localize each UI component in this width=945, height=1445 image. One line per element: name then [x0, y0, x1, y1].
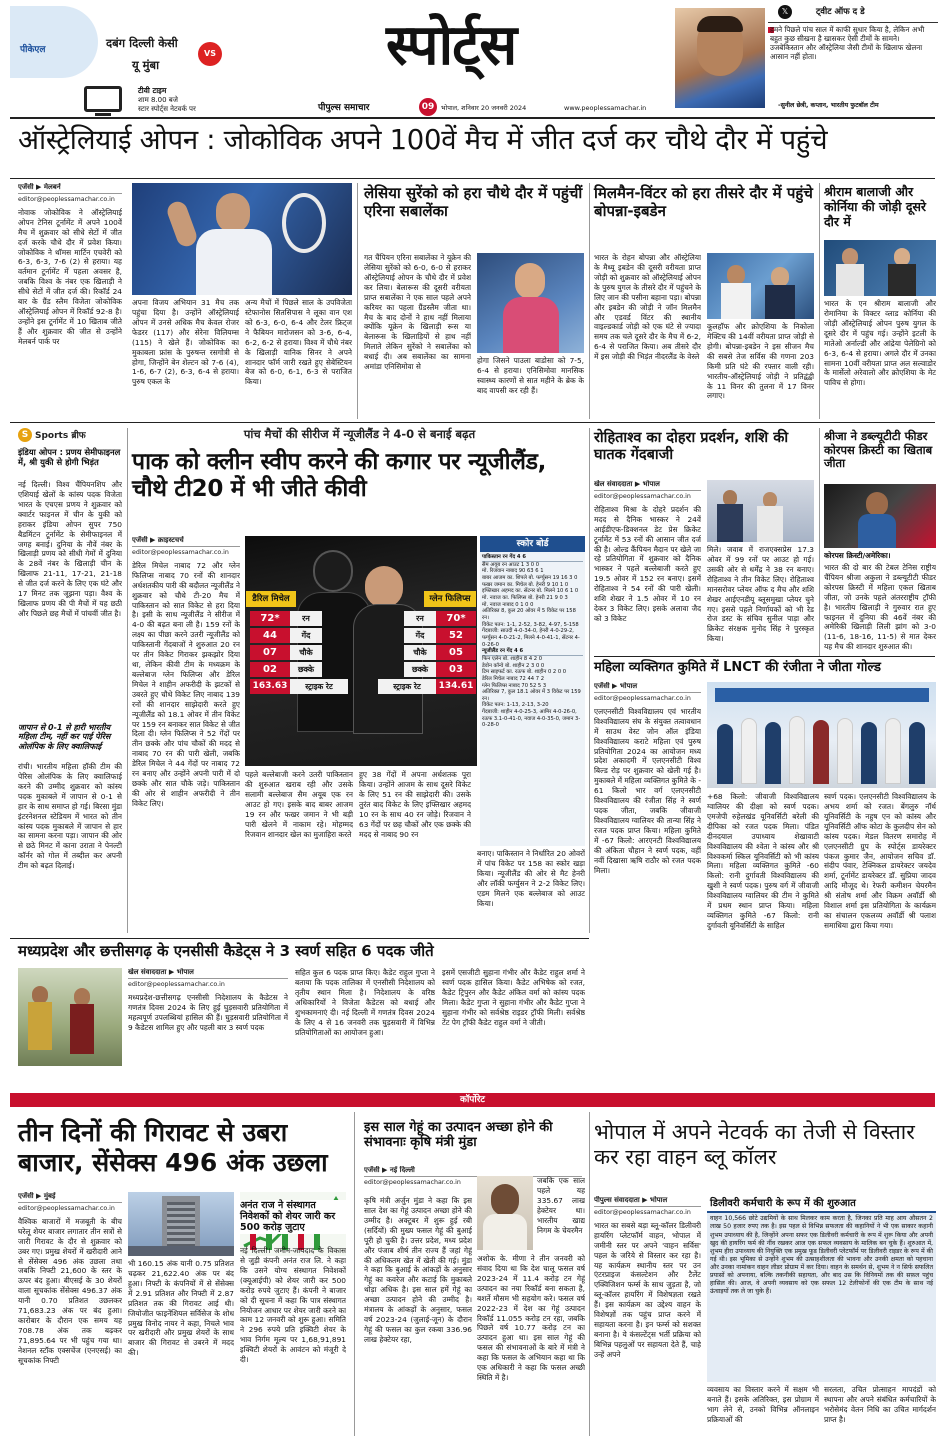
- p2-balls: 52: [436, 628, 476, 643]
- lnct-col3: [824, 792, 936, 1072]
- lead-email: editor@peoplessamachar.co.in: [18, 196, 115, 204]
- doubles2-text-1: भारत के एन श्रीराम बालाजी और रोमानिया के विक्टर व्लाड कोर्निया की जोड़ी ऑस्ट्रेलियाई ओपन पुरुष युगल के दूसरे दौर में पहुंच गई। उन्होंने इटली के मातेओ अर्नाल्डी और आंद्रेया पेलेग्रिनो को 6-3, 6-4 से हराया। अगले दौर में उनका सामना 10वीं वरीयता प्राप्त अल सल्वाडोर के मार्सेलो अरेवालो और क्रोएशिया के मेट पाविच से होगा।: [824, 299, 936, 388]
- doubles1-text-2: कूलहॉफ और क्रोएशिया के निकोला मेक्टिच की 14वीं वरीयता प्राप्त जोड़ी से होगी। बोपन्ना-इबडेन ने इस सीजन मैच की सबसे तेज सर्विस की गणना 203 किमी प्रति घंटे की रफ्तार वाली रही। भारतीय-ऑस्ट्रेलियाई जोड़ी ने प्रतिद्वंद्वी के 11 विनर की तुलना में 17 विनर लगाए।: [707, 322, 814, 401]
- promo-time: शाम 8.00 बजे: [138, 96, 178, 104]
- p1-name: डैरिल मिचेल: [246, 591, 296, 607]
- cricket-byline: एजेंसी ▶ क्राइस्टचर्च: [132, 536, 240, 547]
- rohit-byline: खेल संवाददाता ▶ भोपाल: [594, 480, 701, 491]
- scoreboard-line: डेवोन कॉन्वे बो. शाहीन 2 3 0 0: [482, 662, 545, 669]
- scoreboard-line: गेंदबाजी: शाहीन 4-0-25-3, आमिर 4-0-26-0,: [482, 709, 577, 716]
- tweet-author: -सुनील छेत्री, कप्तान, भारतीय फुटबॉल टीम: [778, 102, 879, 109]
- shreeja-text: भारत की दो बार की टेबल टेनिस राष्ट्रीय चैंपियन श्रीजा अकुला ने डब्ल्यूटीटी फीडर कोरपस क्रिस्टी में महिला एकल खिताब जीता, जो उनके पहले अंतरराष्ट्रीय ट्रॉफी है। भारतीय खिलाड़ी ने गुरुवार रात हुए फाइनल में दुनिया की 46वें नंबर की अमेरिकी खिलाड़ी लिली झांग को 3-0 (11-6, 18-16, 11-5) से मात देकर यह मैच की शानदार शुरुआत की।: [824, 562, 936, 652]
- sensex-text-2: भी 160.15 अंक यानी 0.75 प्रतिशत चढ़कर 21,622.40 अंक पर बंद हुआ। निफ्टी के कंपनियों में से सेंसेक्स में 2.91 प्रतिशत और निफ्टी में 2.87 प्रतिशत तक की गिरावट आई थी। जियोजीत फाइनेंशियल सर्विसेज के शोध प्रमुख विनोद नायर ने कहा, निचले भाव पर खरीदारी और प्रमुख शेयरों के साथ बाजार की गिरावट से उबरने में मदद की।: [128, 1259, 234, 1358]
- tweet-box: [768, 4, 938, 116]
- lnct-photo: [707, 682, 936, 788]
- scoreboard-line: फिन एलेन बो. शाहीन 8 4 2 0: [482, 655, 543, 662]
- djokovic-photo: [132, 183, 352, 295]
- cricket-text-1: डेरिल मिचेल नाबाद 72 और ग्लेन फिलिप्स नाबाद 70 रनों की शानदार अर्धशतकीय पारी की बदौलत न्यूजीलैंड ने शुक्रवार को चौथे टी-20 मैच में पाकिस्तान को सात विकेट से हरा दिया है। इसी के साथ न्यूजीलैंड ने सीरीज में 4-0 की बढ़त बना ली है। 159 रनों के लक्ष्य का पीछा करने उतरी न्यूजीलैंड को पाकिस्तानी गेंदबाजों ने शुरुआत 20 रन पर तीन विकेट गिराकर झकझोर दिया था, लेकिन कीवी टीम के मध्यक्रम के बल्लेबाज ग्लेन फिलिप्स और डेरिल मिचेल ने शाहीन अफरीदी के झटकों से उबरते हुए चौथे विकेट लिए नाबाद 139 रनों की शानदार साझेदारी करते हुए न्यूजीलैंड को 18.1 ओवर में तीन विकेट पर 159 रन बनाकर सात विकेट से जीत दिला दी। ग्लेन फिलिप्स ने 52 गेंदों पर तीन छक्के और पांच चौकों की मदद से नाबाद 70 रन की पारी खेली, जबकि डेरिल मिचेल ने 44 गेंदों पर नाबाद 72 रन बनाए और उन्होंने अपनी पारी में दो छक्के और सात चौके जड़े। पाकिस्तान की ओर से शाहीन अफरीदी ने तीन विकेट लिए।: [132, 560, 240, 808]
- scoreboard-line: फखर जमान का. मिचेल बो. हेनरी 9 10 1 0: [482, 581, 569, 588]
- scoreboard-line: गेंदबाजी: साउदी 4-0-34-0, हेनरी 4-0-29-2,: [482, 628, 574, 635]
- scoreboard-line: बाबर आजम का. शिपले बो. फर्ग्युसन 19 16 3 0: [482, 575, 578, 582]
- scoreboard-line: ग्लेन फिलिप्स नाबाद 70 52 5 3: [482, 682, 547, 689]
- rohit-email: editor@peoplessamachar.co.in: [594, 493, 691, 501]
- ncc-text-3: इसमें एसजीटी सुहाना गंभीर और कैडेट राहुल शर्मा ने स्वर्ण पदक हासिल किया। कैडेट अभिषेक को रजत, कैडेट ट्रिपुरन और कैडेट अंकित वर्मा को कांस्य पदक मिला। कैडेट गुप्ता ने सुहाना गंभीर और कैडेट गुप्ता ने सुहाना गंभीर को सर्वश्रेष्ठ राइडर ट्रॉफी मिली। सर्वश्रेष्ठ टेंट पेग ट्रॉफी कैडेट राहुल वर्मा ने जीती।: [442, 968, 585, 1027]
- player-portrait: [675, 8, 765, 108]
- blucollar-col2: [707, 1385, 819, 1436]
- stat-label-balls: गेंद: [290, 628, 322, 643]
- sabalenka-headline: लेसिया सुरेंको को हरा चौथे दौर में पहुंचीं एरिना सबालेंका: [364, 184, 583, 220]
- sensex-col1: [18, 1192, 122, 1436]
- ncc-photo: [18, 968, 122, 1066]
- wheat-col1: [364, 1196, 472, 1436]
- sensex-byline: एजेंसी ▶ मुंबई: [18, 1192, 122, 1203]
- promo-label: पीकेएल: [20, 45, 46, 55]
- blucollar-headline: भोपाल में अपने नेटवर्क का तेजी से विस्तार कर रहा वाहन ब्लू कॉलर: [594, 1120, 915, 1169]
- wheat-byline: एजेंसी ▶ नई दिल्ली: [364, 1166, 582, 1177]
- blucollar-text-1: भारत का सबसे बड़ा ब्लू-कॉलर डिलीवरी हायरिंग प्लेटफॉर्म वाहन, भोपाल में जमीनी स्तर पर अपने 'वाहन सर्विस' पहल के जरिये से विस्तार कर रहा है। यह कार्यक्रम स्थानीय स्तर पर उन एंटरप्राइज कंसल्टेशन और टैलेंट एक्विजिशन फर्म्स के साथ जुड़ता है, जो ब्लू-कॉलर हायरिंग में विशेषज्ञता रखते हैं। इस कार्यक्रम का उद्देश्य वाहन के विशेषज्ञों तक पहुंच प्राप्त करने में सहायता करना है। इन फर्म्स को सशक्त बनाना है। ये कंसल्टेंट्स भर्ती प्रक्रिया को बिभिन्न पहलुओं पर सहायता देते हैं, चाहे उन्हें अपने: [594, 1220, 701, 1359]
- scoreboard-line: इफ्तिखार अहमद का. सेंटनर बो. मिलने 10 6 1 0: [482, 588, 579, 595]
- paper-name: पीपुल्स समाचार: [318, 103, 370, 113]
- rohit-headline: रोहिताश्व का दोहरा प्रदर्शन, शशि की घातक गेंदबाजी: [594, 430, 789, 464]
- wheat-col2: [477, 1254, 585, 1436]
- rohit-photo: [707, 480, 814, 542]
- stat-label-fours: चौके: [290, 645, 322, 660]
- promo-team1: दबंग दिल्ली केसी: [106, 36, 178, 50]
- scoreboard-line: विकेट पतन: 1-1, 2-52, 3-82, 4-97, 5-158: [482, 621, 579, 628]
- doubles1-text-1: भारत के रोहन बोपन्ना और ऑस्ट्रेलिया के मैथ्यू इबडेन की दूसरी वरीयता प्राप्त जोड़ी को शुक्रवार को ऑस्ट्रेलियाई ओपन के पुरुष युगल के तीसरे दौर में पहुंचने के लिए जान की पसीना बहाना पड़ा। बोपन्ना और इबडेन की जोड़ी ने जॉन मिलमैन और एडवर्ड विंटर की स्थानीय वाइल्डकार्ड जोड़ी को एक घंटे से ज्यादा समय तक चले दूसरे दौर के मैच में 6-2, 6-4 से पराजित किया। अब तीसरे दौर में इस जोड़ी की भिड़ंत नीदरलैंड के वेस्ले: [594, 253, 701, 362]
- tweet-text: हमने पिछले पांच साल में काफी सुधार किया है, लेकिन अभी बहुत कुछ सीखना है खासकर ऐसी टीमों के सामने। उजबेकिस्तान और ऑस्ट्रेलिया जैसी टीमों के खिलाफ खेलना आसान नहीं होता।: [770, 25, 925, 61]
- cricket-email: editor@peoplessamachar.co.in: [132, 549, 229, 557]
- bse-building-photo: [128, 1192, 234, 1256]
- blucollar-box-text: वाहन 10,566 छोटे उद्यमियों के साथ मिलकर काम करता है, जिनका प्रति माह आय औसतन 2 लाख 50 हजार रुपए तक है। इस पहल से विभिन्न सफलता की कहानियों ने भी एक साकार कहानी शुभम उपाध्याय की है, जिन्होंने अपना सफर एक डिलीवरी कर्मचारी के रूप में शुरू किया और अपनी खुद की हायरिंग फर्म की नींव रखकर आज एक सफल व्यवसाय के मालिक बन चुके हैं। शुरुआत में, शुभम हीरा उपाध्याय की नियुक्ति एक प्रमुख फूड डिलीवरी प्लेटफॉर्म पर डिलीवरी राइडर के रूप में की गई थी। इस भूमिका से उन्होंने शुभम की उत्साहशीलता की भावना और उनकी क्षमता को पहचाना और उनका नामांकन वाहन लीडर प्रोग्राम में कर दिया। वाहन के समर्थन से, शुभम ने न सिर्फ सफलित प्रयासों को अपनाया, बल्कि तकनीकी सहायता, और बाद उस कि विनियमों तक की सफ़ल पहुंच हासिल की। आज, वे अपनी व्यवसाय को एक सफल 12 टेलीफोनों की एक टीम के साथ नई ऊंचाइयों तक ले जा चुके हैं।: [710, 1215, 933, 1295]
- p2-strike-rate: 134.61: [436, 679, 476, 694]
- sensex-col2: [128, 1259, 234, 1436]
- shreeja-headline: श्रीजा ने डब्ल्यूटीटी फीडर कोरपस क्रिस्टी का खिताब जीता: [824, 429, 933, 471]
- brief-s-icon: S: [18, 428, 32, 442]
- brief-headline-2: जापान से 0-1 से हारी भारतीय महिला टीम, नहीं कर पाई पेरिस ओलंपिक के लिए क्वालिफाई: [18, 723, 111, 751]
- p1-sixes: 02: [250, 662, 290, 677]
- lead-col3: [245, 298, 352, 419]
- wheat-text-2: अशोक के. मीणा ने तीन जनवरी को संवाद दिया था कि देश चालू फसल वर्ष 2023-24 में 11.4 करोड़ टन गेहूं उत्पादन का नया रिकॉर्ड बना सकता है, बशर्ते मौसम भी सहयोग करे। फसल वर्ष 2022-23 में देश का गेहूं उत्पादन रिकॉर्ड 11.055 करोड़ टन रहा, जबकि पिछले वर्ष 10.77 करोड़ टन का उत्पादन हुआ था। इस साल गेहूं की फसल की संभावनाओं के बारे में मंत्री ने कहा कि फसल के अभियान कहा था कि एक अधिकारी ने कहा कि फसल अच्छी स्थिति में है।: [477, 1254, 585, 1383]
- lnct-headline: महिला व्यक्तिगत कुमिते में LNCT की रंजीता ने जीता गोल्ड: [594, 660, 881, 675]
- lnct-text-3: स्वर्ण पदक। एलएनसीटी विश्वविद्यालय के अभय शर्मा को रजत। बेंगलुरु नॉर्थ यूनिवर्सिटी के नहुष एन को कांस्य और यूनिवर्सिटी ऑफ कोटा के कुलदीप सेन को कांस्य पदक। मेडल वितरण समारोह में एलएनसीटी ग्रुप के स्पोर्ट्स डायरेक्टर पंकज कुमार जैन, आयोजन सचिव डॉ. संदीप पंवार, टेक्निकल डायरेक्टर जयदेव शर्मा, टूर्नामेंट डायरेक्टर डॉ. सुप्रिया जादव आदि मौजूद थे। रेफरी कमीशन चेयरमैन श्री संतोष शर्मा और विक्रम अवॉर्डी श्री विशाल शर्मा इस प्रतियोगिता के कार्यक्रम का संचालन एकलव्य अवॉर्डी श्री पलाश समाधिया द्वारा किया गया।: [824, 792, 936, 930]
- corporate-bar: [10, 1093, 935, 1107]
- sabalenka-text-2: होगा जिसने पाउला बाडोसा को 7-5, 6-4 से हराया। एनिसिमोवा मानसिक स्वास्थ्य कारणों से सात महीने के ब्रेक के बाद वापसी कर रही हैं।: [477, 356, 584, 395]
- lead-text-1: नोवाक जोकोविक ने ऑस्ट्रेलियाई ओपन टेनिस टूर्नामेंट में अपने 100वें मैच में शुक्रवार को सीधे सेटों में जीत दर्ज करके चौथे दौर में प्रवेश किया। जोकोविक ने थॉमस मार्टिन एचवेरी को 6-3, 6-3, 7-6 (2) से हराया। यह वर्तमान टूर्नामेंट में पहला अवसर है, जबकि विश्व के नंबर एक खिलाड़ी ने सीधे सेटों में जीत दर्ज की। रिकॉर्ड 24 बार के ग्रैंड स्लैम विजेता जोकोविक ऑस्ट्रेलियाई ओपन में रिकॉर्ड 92-8 है। उन्होंने इस टूर्नामेंट में 10 खिताब जीते हैं और शुक्रवार की जीत से उन्होंने मेलबर्न पार्क पर: [18, 207, 122, 346]
- cricket-headline: पाक को क्लीन स्वीप करने की कगार पर न्यूजीलैंड, चौथे टी20 में भी जीते कीवी: [132, 449, 547, 503]
- lnct-email: editor@peoplessamachar.co.in: [594, 695, 691, 703]
- sabalenka-col1: [364, 253, 471, 419]
- wheat-side: [537, 1176, 585, 1250]
- sabalenka-col2: [477, 356, 584, 419]
- brief-text-2-col: [18, 762, 122, 932]
- scoreboard-line: सैम अयूब रन आउट 1 3 0 0: [482, 561, 540, 568]
- cricket-col2: [245, 770, 353, 934]
- lead-col2: [132, 298, 239, 419]
- scoreboard-line: मो. रिजवान नाबाद 90 63 6 1: [482, 568, 544, 575]
- page-title: स्पोर्ट्स: [386, 13, 517, 78]
- stat-label-sr: स्ट्राइक रेट: [290, 679, 348, 694]
- blucollar-byline: पीपुल्स संवाददाता ▶ भोपाल: [594, 1196, 701, 1207]
- website-link[interactable]: www.peoplessamachar.in: [564, 104, 647, 112]
- ncc-headline: मध्यप्रदेश और छत्तीसगढ़ के एनसीसी कैडेट्स ने 3 स्वर्ण सहित 6 पदक जीते: [18, 942, 434, 960]
- date: भोपाल, शनिवार 20 जनवरी 2024: [441, 104, 527, 112]
- ncc-col1: [128, 968, 288, 1066]
- blucollar-email: editor@peoplessamachar.co.in: [594, 1209, 691, 1217]
- scoreboard-line: विकेट पतन: 1-13, 2-13, 3-20: [482, 702, 549, 709]
- scoreboard-line: टिम साइफर्ट का. रऊफ बो. शाहीन 0 2 0 0: [482, 669, 567, 676]
- lnct-text-1: एलएनसीटी विश्वविद्यालय एवं भारतीय विश्वविद्यालय संघ के संयुक्त तत्वावधान में साउथ वेस्ट जोन ऑल इंडिया विश्वविद्यालय कराटे महिला एवं पुरुष प्रतियोगिता 2024 का आयोजन मध्य प्रदेश अकादमी में एलएनसीटी विश्व बिल्ड रोड़ पर शुक्रवार को खेली गई है। मुकाबले में महिला व्यक्तिगत कुमिते के - 61 किलो भार वर्ग एलएनसीटी विश्वविद्यालय की रंजीता सिंह ने स्वर्ण पदक जीता, जबकि जीवाजी विश्वविद्यालय ग्वालियर की तान्या सिंह ने रजत पदक प्राप्त किया। महिला कुमिते में -67 किलो: आरएनटी विश्वविद्यालय की अंकिता चौहान ने स्वर्ण पदक, वहीं नवीं दिखासा ऋषि राठौर को रजत पदक मिला।: [594, 706, 701, 875]
- brief-label-box: [18, 428, 122, 444]
- promo-box: [10, 6, 300, 114]
- scoreboard-title: स्कोर बोर्ड: [480, 536, 585, 552]
- stat-label-runs: रन: [290, 611, 322, 626]
- blucollar-text-2: व्यवसाय का विस्तार करने में सक्षम भी बनाते हैं। इसके अतिरिक्त, इस प्रोग्राम में भाग लेने से, उनको विभिन्न ऑनलाइन प्रक्रियाओं की: [707, 1385, 819, 1424]
- blucollar-col3: [824, 1385, 936, 1436]
- sabalenka-photo: [477, 253, 584, 353]
- shreeja-photo: [824, 484, 936, 548]
- lnct-col1: [594, 682, 701, 1072]
- bopanna-photo: [707, 253, 814, 319]
- sabalenka-text-1: गत चैंपियन एरिना सबालेंका ने यूक्रेन की लेसिया सुरेंको को 6-0, 6-0 से हराकर ऑस्ट्रेलियाई ओपन के चौथे दौर में प्रवेश कर लिया। बेलारूस की दूसरी वरीयता प्राप्त सबालेंका ने एक साल पहले अपने करियर का पहला ग्रैंडस्लैम जीता था। मैच के बाद दोनों ने हाथ नहीं मिलाया क्योंकि यूक्रेन के खिलाड़ी रूस या बेलारूस के खिलाड़ियों से हाथ नहीं मिलाते लेकिन सुरेंको ने सबालेंका को बधाई दी। अब सबालेंका का सामना अमांडा एनिसिमोवा से: [364, 253, 471, 372]
- doubles1-col2: [707, 322, 814, 419]
- doubles2-headline: श्रीराम बालाजी और कोर्निया की जोड़ी दूसरे दौर में: [824, 184, 927, 229]
- cricket-col3: [359, 770, 471, 934]
- cricket-kicker: पांच मैचों की सीरीज में न्यूजीलैंड ने 4-0 से बनाई बढ़त: [243, 427, 476, 441]
- p2-name: ग्लेन फिलिप्स: [424, 591, 476, 607]
- p2-runs: 70*: [436, 611, 476, 626]
- p2-fours: 05: [436, 645, 476, 660]
- cricket-col4: [477, 849, 585, 934]
- rohit-text-2: मिले। जवाब में राजएक्सप्रेस 17.3 ओवर में 99 रनों पर आउट हो गई। उसकी ओर से धर्मेंद्र ने 38 रन बनाए। रोहिताश्व ने तीन विकेट लिए। रोहिताश्व मानसरोवर प्लेयर ऑफ द मैच और शशि शेखर आईएनडीयू ब्लूसमुखा प्लेयर चुने गए। इससे पहले निर्णायकों को भी रेड रोज डस्ट के संचिव सुनील पाड़ा और क्रिकेट संरक्षक मुनोद सिंह ने पुरस्कृत किया।: [707, 545, 814, 644]
- stat-label-runs-2: रन: [404, 611, 436, 626]
- masthead: [0, 0, 945, 118]
- shreeja-col: [824, 551, 936, 652]
- brief-headline-1: इंडिया ओपन : प्रणय सेमीफाइनल में, श्री युकी से होगी भिड़ंत: [18, 447, 121, 467]
- doubles2-col1: [824, 299, 936, 419]
- rohit-col2: [707, 545, 814, 652]
- balaji-photo: [824, 240, 936, 296]
- cricket-text-2: पहले बल्लेबाजी करने उतरी पाकिस्तान की शुरुआत खराब रही और उसके सलामी बल्लेबाज सैम अयूब एक रन आउट हो गए। इसके बाद बाबर आजम 19 रन और फखर जमान ने भी बड़ी पारी खेलने में नाकाम रहे। मोहम्मद रिजवान शानदार खेल का मुजाहिरा करते: [245, 770, 353, 839]
- sensex-email: editor@peoplessamachar.co.in: [18, 1205, 115, 1213]
- lead-byline: एजेंसी ▶ मेलबर्न: [18, 183, 122, 194]
- scoreboard-line: मो. नवाज का. फिलिप्स बो. हेनरी 21 9 0 3: [482, 594, 568, 601]
- promo-network: स्टार स्पोर्ट्स नेटवर्क पर: [138, 105, 196, 113]
- sensex-headline: तीन दिनों की गिरावट से उबरा बाजार, सेंसेक्स 496 अंक उछला: [18, 1118, 328, 1177]
- masthead-strip: [318, 100, 663, 116]
- p1-runs: 72*: [250, 611, 290, 626]
- p1-balls: 44: [250, 628, 290, 643]
- lead-text-2: अपना विजय अभियान 31 मैच तक पहुंचा दिया है। उन्होंने ऑस्ट्रेलियाई ओपन में उनसे अधिक मैच केवल रोजर फेडरर (117) और सेरेना विलियम्स (115) ने खेले हैं। जोकोविक का मुकाबला फ्रांस के पुरुषन्त रसगोत्री से होगा, जिन्होंने बेन शेल्टन को 7-6 (4), 1-6, 6-7 (2), 6-3, 6-4 से हराया। पुरुष एकल के: [132, 298, 239, 387]
- p1-strike-rate: 163.63: [250, 679, 290, 694]
- blucollar-text-3: सरलता, उचित प्रोत्साहन मापदंडों को स्थापना और अपने संबंधित कर्मचारियों के भरोसेमंद वेतन निधि का उचित मार्गदर्शन प्राप्त है।: [824, 1385, 936, 1424]
- scoreboard-line: रऊफ 3.1-0-41-0, नवाज 4-0-35-0, जमान 3-0-28-0: [482, 715, 581, 729]
- ncc-byline: खेल संवाददाता ▶ भोपाल: [128, 968, 288, 979]
- x-logo-icon: 𝕏: [778, 5, 792, 19]
- brief-label: Sports ब्रीफ: [35, 431, 86, 441]
- stat-label-sixes-2: छक्के: [404, 662, 436, 677]
- stat-label-sr-2: स्ट्राइक रेट: [378, 679, 436, 694]
- promo-channel: टीवी टाइम: [138, 86, 167, 95]
- scoreboard-line: मो. नवाज नाबाद 0 1 0 0: [482, 601, 534, 608]
- ncc-text-2: सहित कुल 6 पदक प्राप्त किए। कैडेट राहुल गुप्ता ने बताया कि पदक तालिका में एनसीसी निदेशालय को तृतीय स्थान मिला है। निदेशालय के वरिष्ठ अधिकारियों ने विजेता कैडेटस को बधाई और शुभकामनाएं दी। नई दिल्ली में गणतंत्र दिवस 2024 के लिए 4 से 16 जनवरी तक घुड़सवारी में विभिन्न प्रतियोगिताओं का आयोजन हुआ।: [295, 968, 435, 1037]
- brief-text-2: रांची। भारतीय महिला हॉकी टीम की पेरिस ओलंपिक के लिए क्वालिफाई करने की उम्मीद शुक्रवार को कांस्य पदक मुकाबले में जापान से 0-1 से हार के साथ समाप्त हो गई। बिरसा मुंडा इंटरनेशनल स्टेडियम में भारत को तीन कांस्य पदक मुकाबले में जापान से हार का सामना करना पड़ा। जापान की ओर से छठे मिनट में काना उराता ने पेनल्टी कॉर्नर को गोल में तब्दील कर अपनी टीम को बढ़त दिलाई।: [18, 762, 122, 871]
- cricket-col1: [132, 536, 240, 934]
- stat-label-fours-2: चौके: [404, 645, 436, 660]
- minister-photo: [477, 1176, 533, 1250]
- ncc-email: editor@peoplessamachar.co.in: [128, 981, 225, 989]
- corporate-label: कॉर्पोरेट: [460, 1095, 485, 1105]
- rohit-text-1: रोहिताश्व मिश्रा के दोहरे प्रदर्शन की मदद से दैनिक भास्कर ने 24वें आईडीएफ-डिक्शनल डेट प्रेस क्रिकेट टूर्नामेंट में 53 रनों की आसान जीत दर्ज की है। ओल्ड कैंपियन मैदान पर खेले जा रहे प्रतियोगिता में शुक्रवार को दैनिक भास्कर ने पहले बल्लेबाजी करते हुए 19.5 ओवर में 152 रन बनाए। इसमें रोहिताश्व ने 54 रनों की पारी खेली। शशि शेखर ने 1.5 ओवर में 10 रन देकर 3 विकेट लिए। इसके अलावा जैद को 3 विकेट: [594, 504, 701, 623]
- shreeja-caption: कोरपस क्रिस्टी/अमेरिका।: [824, 551, 891, 560]
- ncc-col2: [295, 968, 435, 1066]
- brief-text-1: नई दिल्ली। विश्व चैंपियनशिप और एशियाई खेलों के कांस्य पदक विजेता भारत के एचएस प्रणय ने शुक्रवार को क्वार्टर फाइनल में चीन के युकी को हराकर इंडिया ओपन सुपर 750 बैडमिंटन टूर्नामेंट के सेमीफाइनल में जगह बनाई। दुनिया के नौवें नंबर के खिलाड़ी प्रणय को सीधी गेमों में दुनिया के 28वें नंबर के खिलाड़ी चीन के खिलाफ 21-11, 17-21, 21-18 से जीत दर्ज करने के लिए एक घंटे और 17 मिनट तक जूझना पड़ा। वैश्व के खिलाफ प्रणय की पी मैचों में यह छठी और पिछले छह मैचों में पांचवीं जीत है।: [18, 480, 122, 618]
- scoreboard: [480, 536, 585, 846]
- wheat-side-text: जबकि एक साल पहले यह 335.67 लाख हेक्टेयर था। भारतीय खाद्य निगम के चेयरमैन: [537, 1176, 585, 1235]
- scoreboard-line: पाकिस्तान रन गेंद 4 6: [482, 554, 583, 562]
- vs-badge: VS: [198, 42, 222, 66]
- lnct-text-2: +68 किलो: जीवाजी विश्वविद्यालय ग्वालियर की दीक्षा को स्वर्ण पदक। एमजेपी रुहेलखंड यूनिवर्सिटी बरेली की दीपिका को रजत पदक मिला। पंडित दीनदयाल उपाध्याय शेखावाटी विश्वविद्यालय की श्वेता ने कांस्य और श्री विश्वकर्मा स्किल यूनिवर्सिटी को भी कांस्य मिला। महिला व्यक्तिगत कुमिते -60 किलो: रानी दुर्गावती विश्वविद्यालय की खुशी ने स्वर्ण पदक। पुरुष वर्ग में जीवाजी विश्वविद्यालय ग्वालियर की टीम ने कुमिते में प्रथम स्थान प्राप्त किया। महिला व्यक्तिगत कुमिते -67 किलो: रानी दुर्गावती यूनिवर्सिटी के साहिल: [707, 792, 819, 930]
- sensex-sub-text: नई दिल्ली। जमीन-जायदाद के विकास से जुड़ी कंपनी अनंत राज लि. ने कहा कि उसने योग्य संस्थागत निवेशकों (क्यूआईपी) को शेयर जारी कर 500 करोड़ रुपये जुटाए हैं। कंपनी ने बाजार को दी सूचना में कहा कि पात्र संस्थागत नियोजन आधार पर शेयर जारी करने का काम 12 जनवरी को शुरू हुआ। समिति ने 296 रुपये प्रति इक्विटी शेयर के भाव निर्गम मूल्य पर 1,68,91,891 इक्विटी शेयरों के आवंटन को मंजूरी दे दी।: [240, 1246, 346, 1365]
- ncc-text-1: मध्यप्रदेश-छत्तीसगढ़ एनसीसी निदेशालय के कैडेटस ने गणतंत्र दिवस 2024 के लिए हुई घुड़सवारी प्रतियोगिता में महत्वपूर्ण उपलब्धियां हासिल की हैं। घुड़सवारी प्रतियोगिता में 9 कैडेटस शामिल हुए और पहली बार 3 स्वर्ण पदक: [128, 992, 288, 1032]
- wheat-headline: इस साल गेहूं का उत्पादन अच्छा होने की संभावनाः कृषि मंत्री मुंडा: [364, 1120, 553, 1151]
- blucollar-col1: [594, 1196, 701, 1436]
- p2-sixes: 03: [436, 662, 476, 677]
- brief-text-1-col: [18, 480, 122, 720]
- stat-label-balls-2: गेंद: [404, 628, 436, 643]
- scoreboard-line: डेरिल मिचेल नाबाद 72 44 7 2: [482, 675, 544, 682]
- lead-text-3: अन्य मैचों में पिछले साल के उपविजेता स्टेफानोस सितसिपास ने लूका वान एश को 6-3, 6-0, 6-4 और टेलर फ्रिट्ज ने फैबियन मारोजसन को 3-6, 6-4, 6-2, 6-2 से हराया। विश्व में चौथे नंबर के खिलाड़ी यानिक सिनर ने अपने शानदार फॉर्म जारी रखते हुए सेबेस्टियन बेज को 6-0, 6-1, 6-3 से पराजित किया।: [245, 298, 352, 387]
- wheat-text-1: कृषि मंत्री अर्जुन मुंडा ने कहा कि इस साल देश का गेहूं उत्पादन अच्छा होने की उम्मीद है। अक्टूबर में शुरू हुई रबी (सर्दियों) की मुख्य फसल गेहूं की बुआई पूरी हो चुकी है। उत्तर प्रदेश, मध्य प्रदेश और पंजाब शीर्ष तीन राज्य हैं जहां गेहूं की अधिकतम खेत में खेती की गई। मुंडा ने कहा कि बुआई के आंकड़ों के अनुसार गेहूं का कवरेज और कटाई कि मुकाबले थोड़ा अधिक है। इस साल हमें गेहूं का अच्छा उत्पादन होने की उम्मीद है। मंत्रालय के आंकड़ों के अनुसार, फसल वर्ष 2023-24 (जुलाई-जून) के दौरान गेहूं की फसल का कुल रकबा 336.96 लाख हेक्टेयर रहा,: [364, 1196, 472, 1344]
- stat-label-sixes: छक्के: [290, 662, 322, 677]
- p1-fours: 07: [250, 645, 290, 660]
- tv-icon: [84, 86, 122, 112]
- rohit-col1: [594, 480, 701, 652]
- page-number: 09: [419, 98, 437, 116]
- sensex-sub-headline: अनंत राज ने संस्थागत निवेशकों को शेयर जारी कर 500 करोड़ जुटाए: [240, 1200, 346, 1234]
- lnct-byline: एजेंसी ▶ भोपाल: [594, 682, 701, 693]
- lnct-col2: [707, 792, 819, 1072]
- wheat-email: editor@peoplessamachar.co.in: [364, 1179, 461, 1187]
- lead-col1: [18, 183, 122, 419]
- blucollar-box: [707, 1196, 936, 1382]
- lead-headline: ऑस्ट्रेलियाई ओपन : जोकोविक अपने 100वें मैच में जीत दर्ज कर चौथे दौर में पहुंचे: [18, 124, 828, 156]
- sensex-sub-col: [240, 1246, 346, 1436]
- scoreboard-line: न्यूजीलैंड रन गेंद 4 6: [482, 648, 583, 656]
- cricket-text-4: बनाए। पाकिस्तान ने निर्धारित 20 ओवरों में पांच विकेट पर 158 का स्कोर खड़ा किया। न्यूजीलैंड की ओर से मैट हेनरी और लॉकी फर्ग्युसन ने 2-2 विकेट लिए। एडम मिलने एक बल्लेबाज को आउट किया।: [477, 849, 585, 908]
- ncc-col3: [442, 968, 585, 1066]
- sensex-text-1: वैश्विक बाजारों में मजबूती के बीच घरेलू शेयर बाजार लगातार तीन सत्रों से जारी गिरावट के दौर से शुक्रवार को उबर गए। प्रमुख शेयरों में खरीदारी आने से सेंसेक्स 496 अंक उछला तथा जबकि निफ्टी 21,600 के स्तर के ऊपर बंद हुआ। बीएसई के 30 शेयरों वाला सूचकांक सेंसेक्स 496.37 अंक यानी 0.70 प्रतिशत उछलकर 71,683.23 अंक पर बंद हुआ। कारोबार के दौरान एक समय यह 708.78 अंक तक बढ़कर 71,895.64 पर भी पहुंच गया था। नेशनल स्टॉक एक्सचेंज (एनएसई) का सूचकांक निफ्टी: [18, 1216, 122, 1365]
- promo-team2: यू मुंबा: [132, 58, 160, 72]
- scoreboard-line: अतिरिक्त 7, कुल 18.1 ओवर में 3 विकेट पर 159 रन।: [482, 689, 581, 702]
- doubles1-col1: [594, 253, 701, 419]
- cricket-text-3: हुए 38 गेंदों में अपना अर्धशतक पूरा किया। उन्होंने आजम के साथ दूसरे विकेट के लिए 51 रन की साझेदारी की। उसके तुरंत बाद विकेट के लिए इफ्तिखार अहमद 10 रन के साथ 40 रन जोड़े। रिजवान ने 63 गेंदों पर छह चौकों और एक छक्के की मदद से नाबाद 90 रन: [359, 770, 471, 839]
- scoreboard-line: अतिरिक्त 8, कुल 20 ओवर में 5 विकेट पर 158 रन।: [482, 608, 576, 621]
- tweet-label: ट्वीट ऑफ द डे: [816, 7, 865, 17]
- blucollar-box-title: डिलीवरी कर्मचारी के रूप में की शुरुआत: [707, 1196, 936, 1213]
- scoreboard-lines: [480, 552, 585, 731]
- doubles1-headline: मिलमैन-विंटर को हरा तीसरे दौर में पहुंचे बोपन्ना-इबडेन: [594, 184, 813, 220]
- scoreboard-line: फर्ग्युसन 4-0-21-2, मिलने 4-0-41-1, सेंटनर 4-0-26-0: [482, 634, 580, 648]
